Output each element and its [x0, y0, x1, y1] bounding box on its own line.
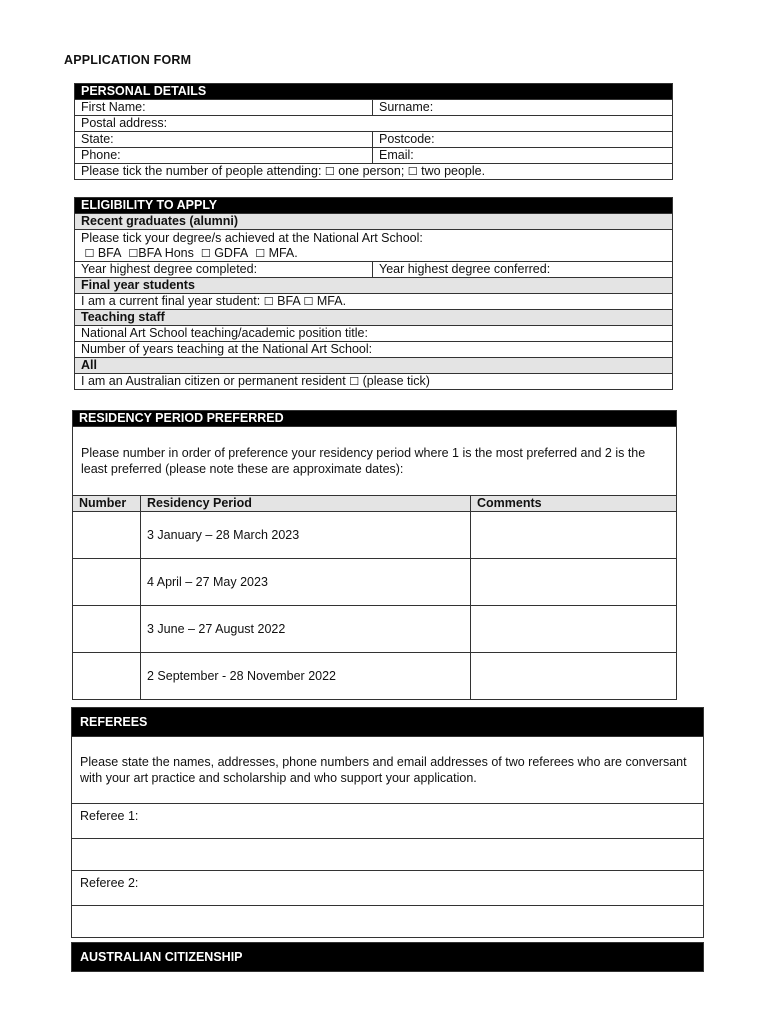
- personal-details-header: PERSONAL DETAILS: [75, 84, 673, 100]
- first-name-field[interactable]: First Name:: [75, 100, 373, 116]
- degree-row: [75, 230, 673, 262]
- comments-input[interactable]: [471, 559, 677, 606]
- referee-two-field[interactable]: Referee 2:: [72, 871, 704, 906]
- residency-period: 2 September - 28 November 2022: [141, 653, 471, 700]
- residency-intro: Please number in order of preference your residency period where 1 is the most preferred and 2 is the least preferred (please note these are approximate dates):: [73, 427, 677, 496]
- checkbox-icon[interactable]: ☐: [128, 246, 139, 260]
- preference-number-input[interactable]: [73, 512, 141, 559]
- years-teaching-field[interactable]: Number of years teaching at the National Art School:: [75, 342, 673, 358]
- surname-field[interactable]: Surname:: [373, 100, 673, 116]
- residency-table: [72, 410, 677, 700]
- citizenship-section: [71, 942, 704, 972]
- final-year-row: [75, 294, 673, 310]
- checkbox-icon[interactable]: ☐: [324, 165, 335, 178]
- residency-period: 4 April – 27 May 2023: [141, 559, 471, 606]
- final-option-mfa: MFA.: [316, 294, 347, 308]
- year-conferred-field[interactable]: Year highest degree conferred:: [373, 262, 673, 278]
- preference-number-input[interactable]: [73, 559, 141, 606]
- checkbox-icon[interactable]: ☐: [263, 295, 274, 308]
- attending-option-two: two people.: [421, 164, 486, 178]
- attending-option-one: one person;: [338, 164, 405, 178]
- checkbox-icon[interactable]: ☐: [349, 375, 360, 388]
- citizen-suffix: (please tick): [362, 374, 430, 388]
- residency-period: 3 June – 27 August 2022: [141, 606, 471, 653]
- postcode-field[interactable]: Postcode:: [373, 132, 673, 148]
- comments-input[interactable]: [471, 606, 677, 653]
- referee-two-details[interactable]: [72, 906, 704, 938]
- referees-table: [71, 707, 704, 938]
- citizen-prompt: I am an Australian citizen or permanent resident: [81, 374, 346, 388]
- checkbox-icon[interactable]: ☐: [407, 165, 418, 178]
- referees-header: REFEREES: [72, 708, 704, 737]
- degree-options: [81, 246, 666, 261]
- comments-input[interactable]: [471, 512, 677, 559]
- preference-number-input[interactable]: [73, 606, 141, 653]
- citizenship-header: AUSTRALIAN CITIZENSHIP: [72, 943, 704, 972]
- teaching-staff-subheader: Teaching staff: [75, 310, 673, 326]
- final-year-prompt: I am a current final year student:: [81, 294, 261, 308]
- preference-number-input[interactable]: [73, 653, 141, 700]
- form-title: APPLICATION FORM: [64, 53, 192, 67]
- degree-prompt: Please tick your degree/s achieved at the National Art School:: [81, 230, 423, 245]
- referees-section: [71, 707, 704, 938]
- attending-label: Please tick the number of people attending:: [81, 164, 322, 178]
- email-field[interactable]: Email:: [373, 148, 673, 164]
- eligibility-header: ELIGIBILITY TO APPLY: [75, 198, 673, 214]
- final-year-subheader: Final year students: [75, 278, 673, 294]
- attending-row: [75, 164, 673, 180]
- comments-input[interactable]: [471, 653, 677, 700]
- state-field[interactable]: State:: [75, 132, 373, 148]
- checkbox-icon[interactable]: ☐: [200, 246, 211, 260]
- degree-option-mfa: MFA.: [268, 245, 298, 260]
- year-completed-field[interactable]: Year highest degree completed:: [75, 262, 373, 278]
- column-header-period: Residency Period: [141, 496, 471, 512]
- position-title-field[interactable]: National Art School teaching/academic position title:: [75, 326, 673, 342]
- degree-option-gdfa: GDFA: [214, 245, 249, 260]
- referee-one-details[interactable]: [72, 839, 704, 871]
- all-subheader: All: [75, 358, 673, 374]
- alumni-subheader: Recent graduates (alumni): [75, 214, 673, 230]
- phone-field[interactable]: Phone:: [75, 148, 373, 164]
- degree-option-bfa: BFA: [97, 245, 122, 260]
- postal-address-field[interactable]: Postal address:: [75, 116, 673, 132]
- residency-section: [72, 410, 676, 700]
- checkbox-icon[interactable]: ☐: [303, 295, 314, 308]
- citizenship-table: [71, 942, 704, 972]
- citizen-row: [75, 374, 673, 390]
- eligibility-table: [74, 197, 673, 390]
- checkbox-icon[interactable]: ☐: [84, 246, 95, 260]
- column-header-comments: Comments: [471, 496, 677, 512]
- degree-option-bfa-hons: BFA Hons: [138, 245, 194, 260]
- final-option-bfa: BFA: [277, 294, 301, 308]
- checkbox-icon[interactable]: ☐: [255, 246, 266, 260]
- referees-intro: Please state the names, addresses, phone numbers and email addresses of two referees who are conversant with your art practice and scholarship and who support your application.: [72, 737, 704, 804]
- residency-period: 3 January – 28 March 2023: [141, 512, 471, 559]
- column-header-number: Number: [73, 496, 141, 512]
- referee-one-field[interactable]: Referee 1:: [72, 804, 704, 839]
- personal-details-table: [74, 83, 673, 180]
- residency-header: RESIDENCY PERIOD PREFERRED: [73, 411, 677, 427]
